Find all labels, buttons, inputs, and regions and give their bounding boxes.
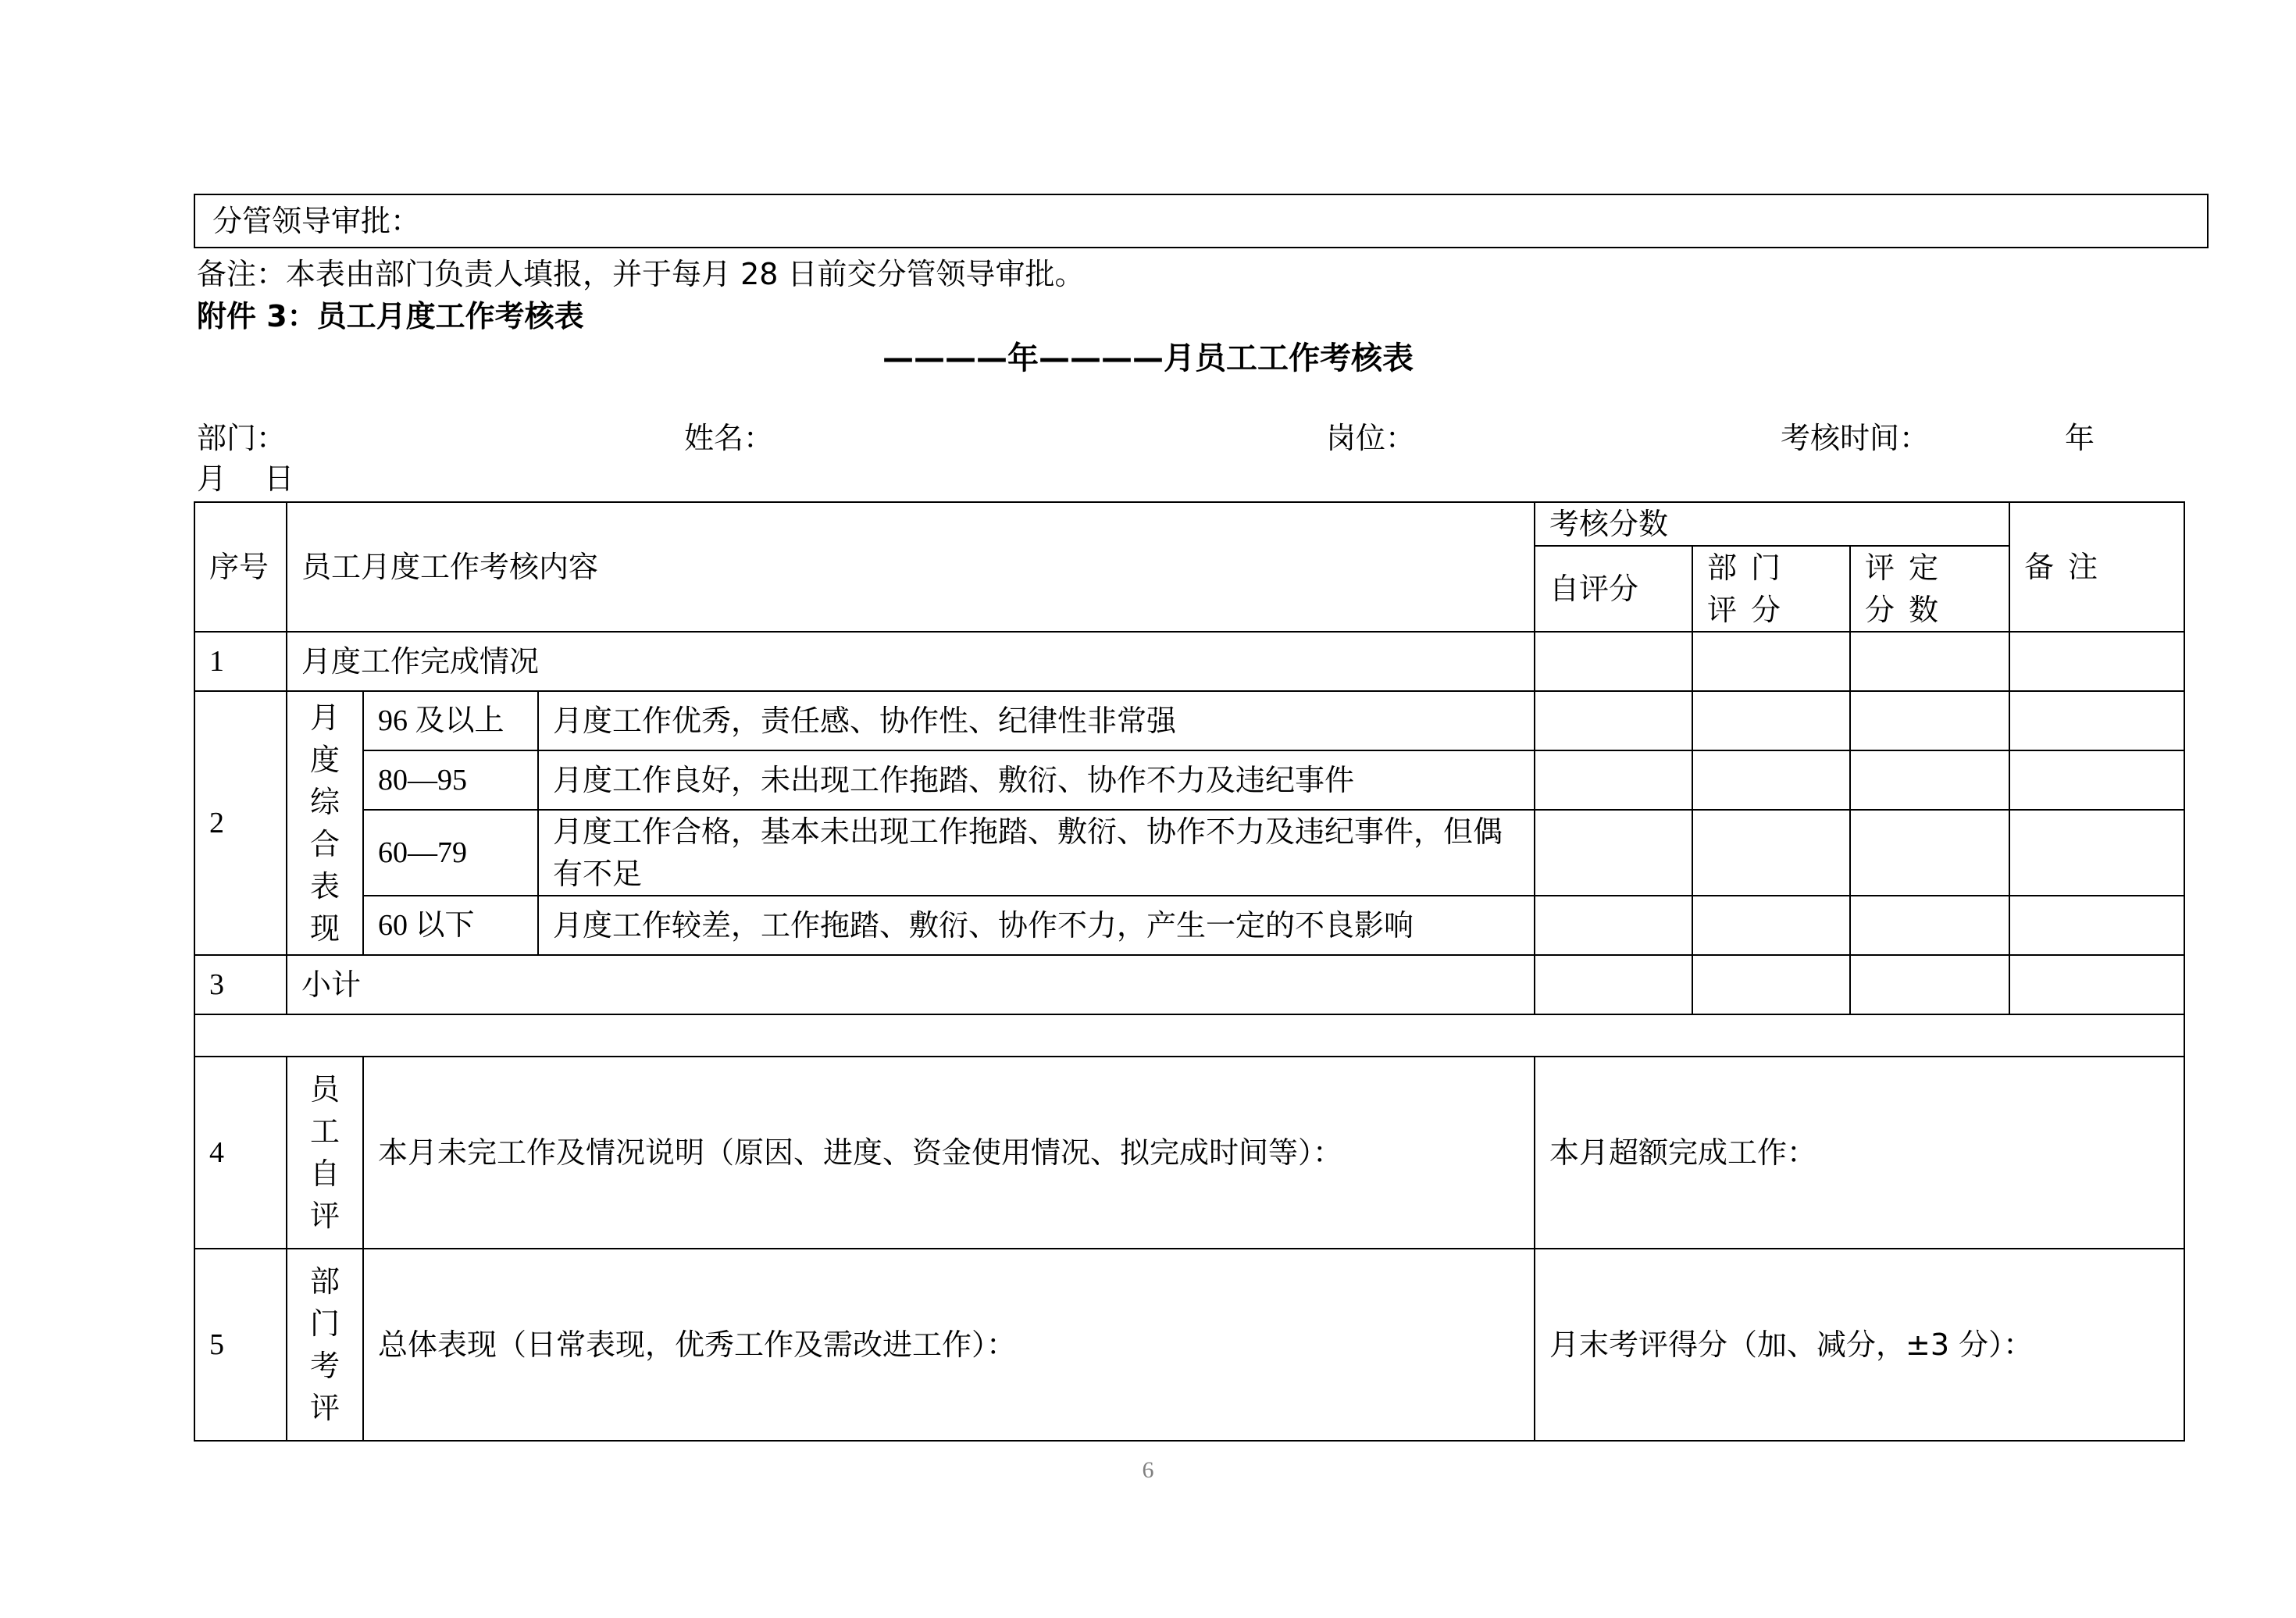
table-row (194, 1249, 2184, 1441)
row3-seq: 3 (194, 955, 287, 1014)
level1-dept-cell[interactable] (1692, 691, 1850, 750)
level3-remark-cell[interactable] (2009, 810, 2184, 896)
row3-remark-cell[interactable] (2009, 955, 2184, 1014)
row4-left-text[interactable]: 本月未完工作及情况说明（原因、进度、资金使用情况、拟完成时间等）： (363, 1057, 1535, 1249)
level-desc: 月度工作良好，未出现工作拖踏、敷衍、协作不力及违纪事件 (538, 750, 1535, 810)
level-range: 96 及以上 (363, 691, 538, 750)
header-self-score: 自评分 (1535, 546, 1692, 632)
table-row (194, 896, 2184, 955)
header-remark: 备注 (2009, 502, 2184, 632)
header-dept-score: 部门评分 (1692, 546, 1850, 632)
level-desc: 月度工作合格，基本未出现工作拖踏、敷衍、协作不力及违纪事件，但偶有不足 (538, 810, 1535, 896)
level-range: 60—79 (363, 810, 538, 896)
table-row (194, 810, 2184, 896)
field-assess-time: 考核时间： (1781, 421, 1930, 455)
row1-seq: 1 (194, 632, 287, 691)
remark-note: 备注：本表由部门负责人填报，并于每月 28 日前交分管领导审批。 (197, 257, 1085, 291)
form-title: ————年————月员工工作考核表 (882, 340, 1414, 376)
level-desc: 月度工作较差，工作拖踏、敷衍、协作不力，产生一定的不良影响 (538, 896, 1535, 955)
level1-self-cell[interactable] (1535, 691, 1692, 750)
row5-seq: 5 (194, 1249, 287, 1441)
level3-self-cell[interactable] (1535, 810, 1692, 896)
approval-box (194, 194, 2209, 248)
row1-remark-cell[interactable] (2009, 632, 2184, 691)
level3-dept-cell[interactable] (1692, 810, 1850, 896)
level2-final-cell[interactable] (1850, 750, 2009, 810)
row1-final-cell[interactable] (1850, 632, 2009, 691)
row4-category: 员工自评 (287, 1057, 363, 1249)
row4-seq: 4 (194, 1057, 287, 1249)
assessment-table (194, 501, 2185, 1442)
field-year: 年 (2065, 421, 2095, 455)
row3-dept-cell[interactable] (1692, 955, 1850, 1014)
row5-category: 部门考评 (287, 1249, 363, 1441)
field-position: 岗位： (1326, 421, 1416, 455)
row5-left-text[interactable]: 总体表现（日常表现，优秀工作及需改进工作）： (363, 1249, 1535, 1441)
row4-right-text[interactable]: 本月超额完成工作： (1535, 1057, 2184, 1249)
level4-dept-cell[interactable] (1692, 896, 1850, 955)
row2-category: 月度综合表现 (287, 691, 363, 955)
attachment-title: 附件 3：员工月度工作考核表 (197, 299, 584, 333)
level4-final-cell[interactable] (1850, 896, 2009, 955)
header-content: 员工月度工作考核内容 (287, 502, 1535, 632)
table-row (194, 955, 2184, 1014)
row1-label: 月度工作完成情况 (287, 632, 1535, 691)
row3-final-cell[interactable] (1850, 955, 2009, 1014)
header-score-group: 考核分数 (1535, 502, 2009, 546)
level1-remark-cell[interactable] (2009, 691, 2184, 750)
level-desc: 月度工作优秀，责任感、协作性、纪律性非常强 (538, 691, 1535, 750)
level2-self-cell[interactable] (1535, 750, 1692, 810)
row3-label: 小计 (287, 955, 1535, 1014)
approval-label: 分管领导审批： (212, 204, 421, 238)
row3-self-cell[interactable] (1535, 955, 1692, 1014)
level4-self-cell[interactable] (1535, 896, 1692, 955)
table-row (194, 750, 2184, 810)
page-number: 6 (1142, 1457, 1154, 1483)
row2-seq: 2 (194, 691, 287, 955)
spacer-cell (194, 1014, 2184, 1057)
field-dept: 部门： (197, 421, 287, 455)
level-range: 60 以下 (363, 896, 538, 955)
table-row (194, 632, 2184, 691)
field-name: 姓名： (684, 421, 774, 455)
level2-dept-cell[interactable] (1692, 750, 1850, 810)
header-seq: 序号 (194, 502, 287, 632)
row1-self-cell[interactable] (1535, 632, 1692, 691)
table-row (194, 1057, 2184, 1249)
level-range: 80—95 (363, 750, 538, 810)
row1-dept-cell[interactable] (1692, 632, 1850, 691)
level1-final-cell[interactable] (1850, 691, 2009, 750)
row5-right-text[interactable]: 月末考评得分（加、减分，±3 分）： (1535, 1249, 2184, 1441)
level4-remark-cell[interactable] (2009, 896, 2184, 955)
level3-final-cell[interactable] (1850, 810, 2009, 896)
header-final-score: 评定分数 (1850, 546, 2009, 632)
table-row (194, 691, 2184, 750)
header-row (194, 502, 2184, 546)
field-month-day: 月 日 (197, 462, 294, 496)
spacer-row (194, 1014, 2184, 1057)
level2-remark-cell[interactable] (2009, 750, 2184, 810)
